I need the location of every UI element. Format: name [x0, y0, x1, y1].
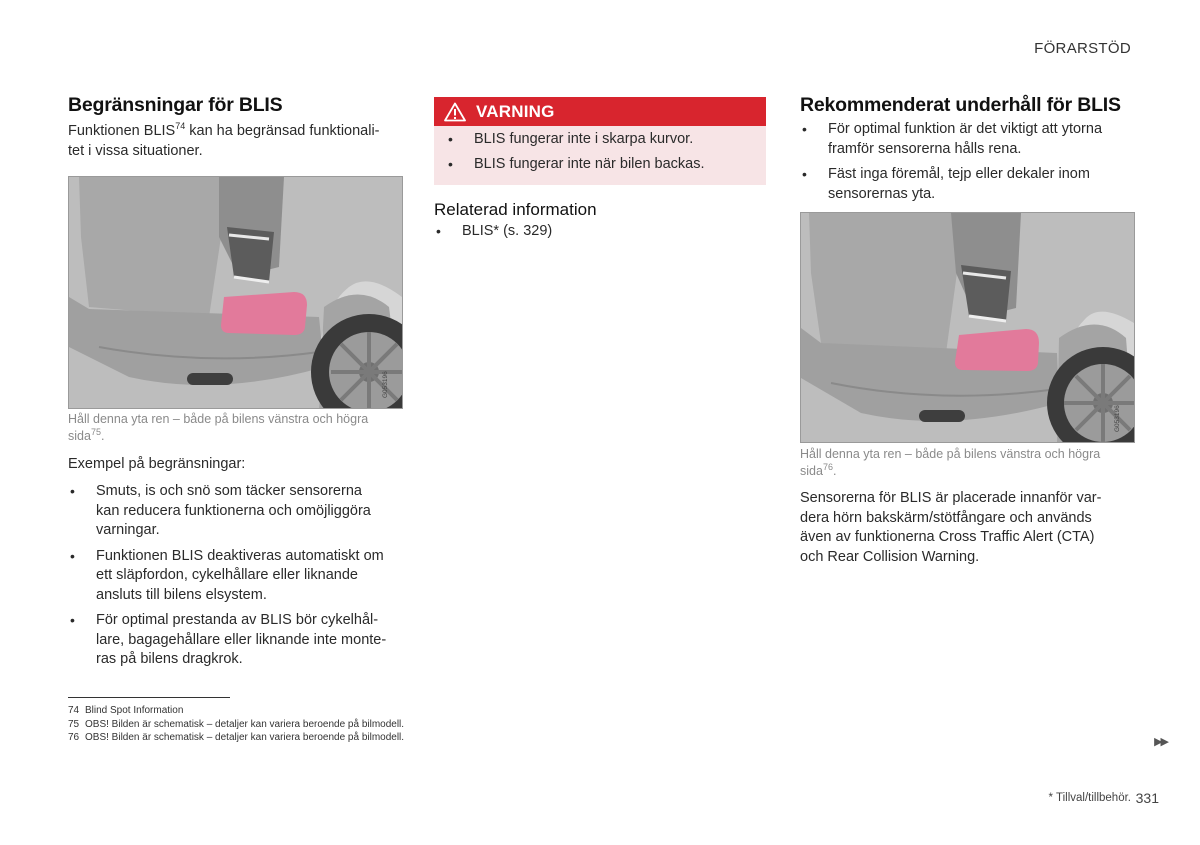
- page-number: 331: [1135, 790, 1159, 806]
- figure-code: G053196: [382, 371, 389, 398]
- left-figure-caption: Håll denna yta ren – både på bilens vänstra och högra sida$^{75}$.: [68, 412, 369, 443]
- figure-code: G053196: [1114, 405, 1121, 432]
- footnote-divider: [68, 697, 230, 698]
- list-item: • För optimal prestanda av BLIS bör cykelhål- lare, bagagehållare eller liknande inte monte- ras på bilens dragkrok.: [68, 611, 408, 670]
- right-paragraph: Sensorerna för BLIS är placerade innanför var- dera hörn bakskärm/stötfångare och används även av funktionerna Cross Traffic Alert (CTA) och Rear Collision Warning.: [800, 490, 1102, 565]
- list-item: • Fäst inga föremål, tejp eller dekaler inom sensorernas yta.: [800, 165, 1140, 204]
- related-heading: Relaterad information: [434, 200, 597, 219]
- warning-list: [434, 126, 766, 181]
- footnotes: [68, 704, 404, 745]
- car-rear-illustration-left: [68, 176, 403, 409]
- warning-box: [434, 97, 766, 185]
- footnote-ref: 74: [175, 121, 186, 132]
- footnote: 74 Blind Spot Information: [68, 705, 184, 716]
- car-rear-illustration-right: [800, 212, 1135, 443]
- right-heading: Rekommenderat underhåll för BLIS: [800, 94, 1121, 116]
- left-heading: Begränsningar för BLIS: [68, 94, 283, 116]
- footnote-ref: 75: [90, 426, 101, 437]
- right-figure-caption: Håll denna yta ren – både på bilens vänstra och högra sida$^{76}$.: [800, 447, 1101, 478]
- warning-title: VARNING: [476, 101, 555, 121]
- list-item: • BLIS fungerar inte när bilen backas.: [446, 155, 766, 175]
- left-bullet-list: [68, 482, 408, 676]
- warning-triangle-icon: [444, 102, 466, 122]
- list-item: • Funktionen BLIS deaktiveras automatiskt om ett släpfordon, cykelhållare eller liknande ansluts till bilens elsystem.: [68, 547, 408, 606]
- right-bullet-list: [800, 120, 1140, 210]
- list-item: • BLIS fungerar inte i skarpa kurvor.: [446, 130, 766, 150]
- warning-header: [434, 97, 766, 126]
- left-intro: Funktionen BLIS$^{74}$ kan ha begränsad funktionali- tet i vissa situationer.: [68, 121, 380, 159]
- footnote: 75 OBS! Bilden är schematisk – detaljer kan variera beroende på bilmodell.: [68, 718, 405, 730]
- section-header: FÖRARSTÖD: [1034, 40, 1131, 57]
- examples-label: Exempel på begränsningar:: [68, 456, 246, 472]
- list-item: • Smuts, is och snö som täcker sensorerna kan reducera funktionerna och omöjliggöra varningar.: [68, 482, 408, 541]
- double-arrow-right-icon[interactable]: ▶▶: [1154, 736, 1167, 748]
- footnote-ref: 76: [822, 461, 833, 472]
- optional-equipment-note: * Tillval/tillbehör.: [1048, 792, 1131, 804]
- related-list: [434, 222, 754, 248]
- list-item: • För optimal funktion är det viktigt att ytorna framför sensorerna hålls rena.: [800, 120, 1140, 159]
- related-link[interactable]: • BLIS* (s. 329): [434, 222, 754, 242]
- footnote: 76 OBS! Bilden är schematisk – detaljer kan variera beroende på bilmodell.: [68, 732, 405, 743]
